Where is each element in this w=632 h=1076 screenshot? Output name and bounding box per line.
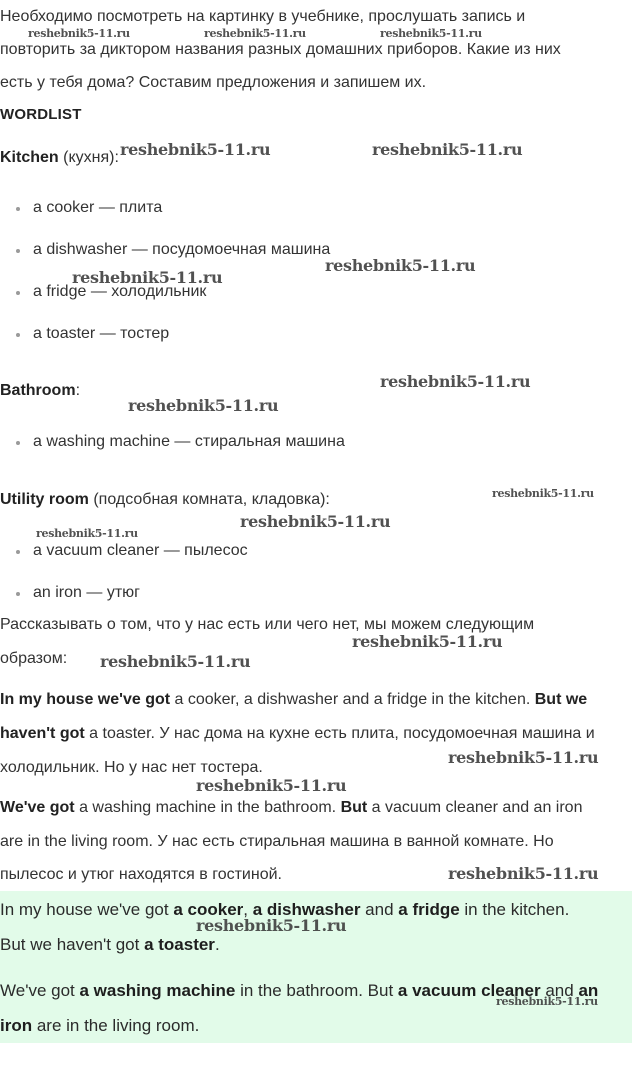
watermark: reshebnik5-11.ru (448, 748, 599, 767)
answer-bold: iron (0, 1016, 33, 1035)
answer-box (0, 891, 632, 1043)
watermark: reshebnik5-11.ru (128, 396, 279, 415)
watermark: reshebnik5-11.ru (100, 652, 251, 671)
answer-text: We've got (0, 981, 80, 1000)
list-item: a washing machine — стиральная машина (33, 433, 345, 450)
example2-text-1: a washing machine in the bathroom. (74, 799, 341, 816)
example2-line-3: пылесос и утюг находятся в гостиной. (0, 866, 282, 883)
bullet-icon (16, 333, 20, 337)
answer-bold: a washing machine (79, 981, 236, 1000)
list-item: a dishwasher — посудомоечная машина (33, 241, 331, 258)
watermark: reshebnik5-11.ru (372, 140, 523, 159)
answer-text: and (360, 900, 399, 919)
example1-line-3: холодильник. Но у нас нет тостера. (0, 759, 263, 776)
bullet-icon (16, 291, 20, 295)
answer-bold: an (578, 981, 599, 1000)
intro-line-2: повторить за диктором названия разных домашних приборов. Какие из них (0, 41, 561, 58)
example2-line-1 (0, 798, 582, 818)
explain-line-2: образом: (0, 650, 68, 667)
watermark: reshebnik5-11.ru (240, 512, 391, 531)
list-item: a fridge — холодильник (33, 283, 207, 300)
example1-text-1: a cooker, a dishwasher and a fridge in the kitchen. (170, 691, 535, 708)
example2-bold-1: We've got (0, 799, 75, 816)
watermark: reshebnik5-11.ru (448, 864, 599, 883)
answer-text: and (540, 981, 579, 1000)
answer-bold: a vacuum cleaner (397, 981, 541, 1000)
list-item: a toaster — тостер (33, 325, 170, 342)
kitchen-heading (0, 148, 119, 168)
example1-bold-1: In my house we've got (0, 691, 171, 708)
answer-text: are in the living room. (32, 1016, 200, 1035)
answer-bold: a dishwasher (252, 900, 361, 919)
example2-bold-2: But (340, 799, 368, 816)
watermark: reshebnik5-11.ru (380, 372, 531, 391)
bathroom-label: Bathroom (0, 382, 76, 399)
watermark: reshebnik5-11.ru (196, 916, 347, 935)
watermark: reshebnik5-11.ru (72, 268, 223, 287)
watermark: reshebnik5-11.ru (36, 527, 138, 540)
answer-text: in the bathroom. But (235, 981, 398, 1000)
example1-text-2: a toaster. У нас дома на кухне есть плита, посудомоечная машина и (84, 725, 595, 742)
bathroom-heading (0, 381, 80, 401)
bullet-icon (16, 592, 20, 596)
utility-heading (0, 490, 330, 510)
watermark: reshebnik5-11.ru (492, 487, 594, 500)
example2-line-2: are in the living room. У нас есть стиральная машина в ванной комнате. Но (0, 833, 554, 850)
watermark: reshebnik5-11.ru (120, 140, 271, 159)
list-item: a cooker — плита (33, 199, 163, 216)
answer-text: In my house we've got (0, 900, 174, 919)
answer-text: But we haven't got (0, 935, 145, 954)
answer-bold: a cooker (173, 900, 244, 919)
intro-line-1: Необходимо посмотреть на картинку в учебнике, прослушать запись и (0, 8, 526, 25)
utility-label: Utility room (0, 491, 89, 508)
watermark: reshebnik5-11.ru (380, 27, 482, 40)
bullet-icon (16, 207, 20, 211)
kitchen-gloss: (кухня): (58, 149, 119, 166)
intro-line-3: есть у тебя дома? Составим предложения и запишем их. (0, 74, 427, 91)
watermark: reshebnik5-11.ru (325, 256, 476, 275)
answer-text: in the kitchen. (459, 900, 570, 919)
answer-line-4 (0, 1015, 199, 1037)
kitchen-label: Kitchen (0, 149, 59, 166)
list-item: a vacuum cleaner — пылесос (33, 542, 248, 559)
example1-line-1 (0, 690, 587, 710)
bathroom-gloss: : (75, 382, 81, 399)
answer-text: . (214, 935, 220, 954)
answer-text: , (243, 900, 253, 919)
watermark: reshebnik5-11.ru (196, 776, 347, 795)
list-item: an iron — утюг (33, 584, 140, 601)
example2-text-2: a vacuum cleaner and an iron (367, 799, 583, 816)
watermark: reshebnik5-11.ru (496, 995, 598, 1008)
wordlist-heading: WORDLIST (0, 106, 82, 123)
example1-line-2 (0, 724, 595, 744)
watermark: reshebnik5-11.ru (352, 632, 503, 651)
bullet-icon (16, 550, 20, 554)
example1-bold-2: But we (534, 691, 588, 708)
watermark: reshebnik5-11.ru (204, 27, 306, 40)
explain-line-1: Рассказывать о том, что у нас есть или чего нет, мы можем следующим (0, 616, 535, 633)
utility-gloss: (подсобная комната, кладовка): (88, 491, 330, 508)
answer-line-2 (0, 934, 220, 956)
bullet-icon (16, 249, 20, 253)
answer-bold: a toaster (144, 935, 215, 954)
watermark: reshebnik5-11.ru (28, 27, 130, 40)
example1-bold-3: haven't got (0, 725, 85, 742)
bullet-icon (16, 441, 20, 445)
answer-bold: a fridge (398, 900, 460, 919)
